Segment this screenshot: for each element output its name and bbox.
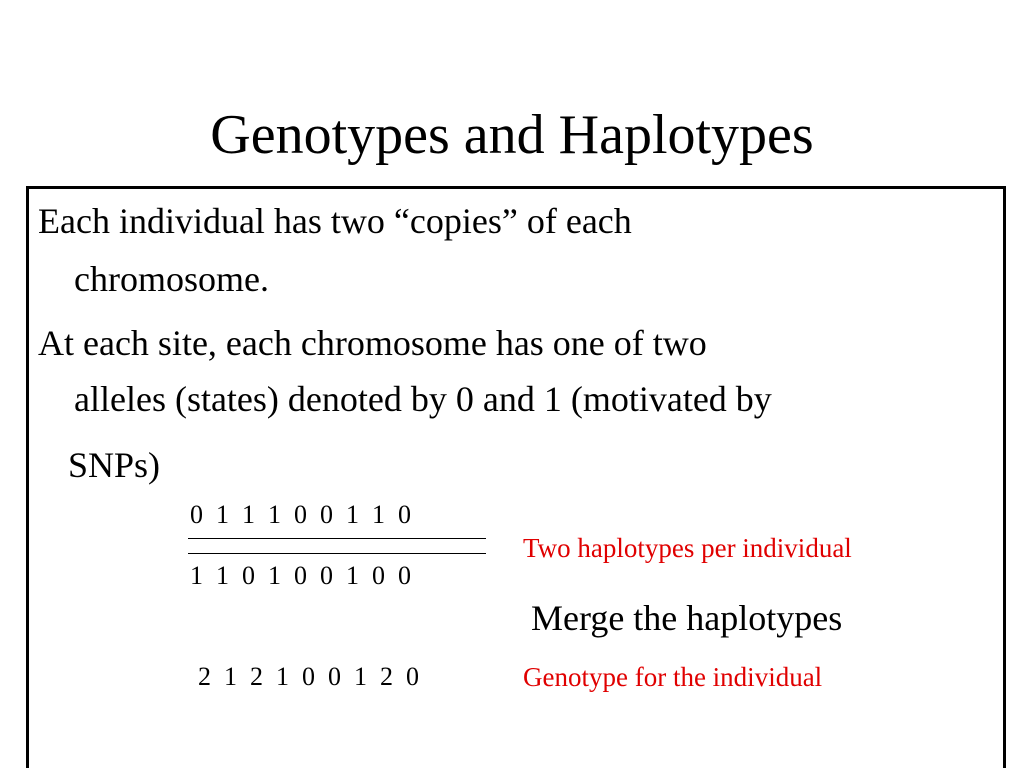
genotype-value: 2 1 2 1 0 0 1 2 0 [198,662,419,691]
haplotype-divider-bottom [188,553,486,554]
bullet-1-line-2: chromosome. [74,259,269,299]
bullet-2-line-1: At each site, each chromosome has one of two [38,323,707,363]
slide-title: Genotypes and Haplotypes [210,104,814,166]
bullet-2-line-3: SNPs) [68,445,161,485]
haplotype-top: 0 1 1 1 0 0 1 1 0 [190,500,411,529]
haplotype-bottom: 1 1 0 1 0 0 1 0 0 [190,561,411,590]
haplotype-divider-top [188,538,486,539]
haplotypes-caption: Two haplotypes per individual [523,533,852,563]
bullet-2-line-2: alleles (states) denoted by 0 and 1 (motivated by [74,379,772,419]
bullet-1-line-1: Each individual has two “copies” of each [38,201,632,241]
genotype-caption: Genotype for the individual [523,662,823,692]
merge-label: Merge the haplotypes [531,598,843,638]
